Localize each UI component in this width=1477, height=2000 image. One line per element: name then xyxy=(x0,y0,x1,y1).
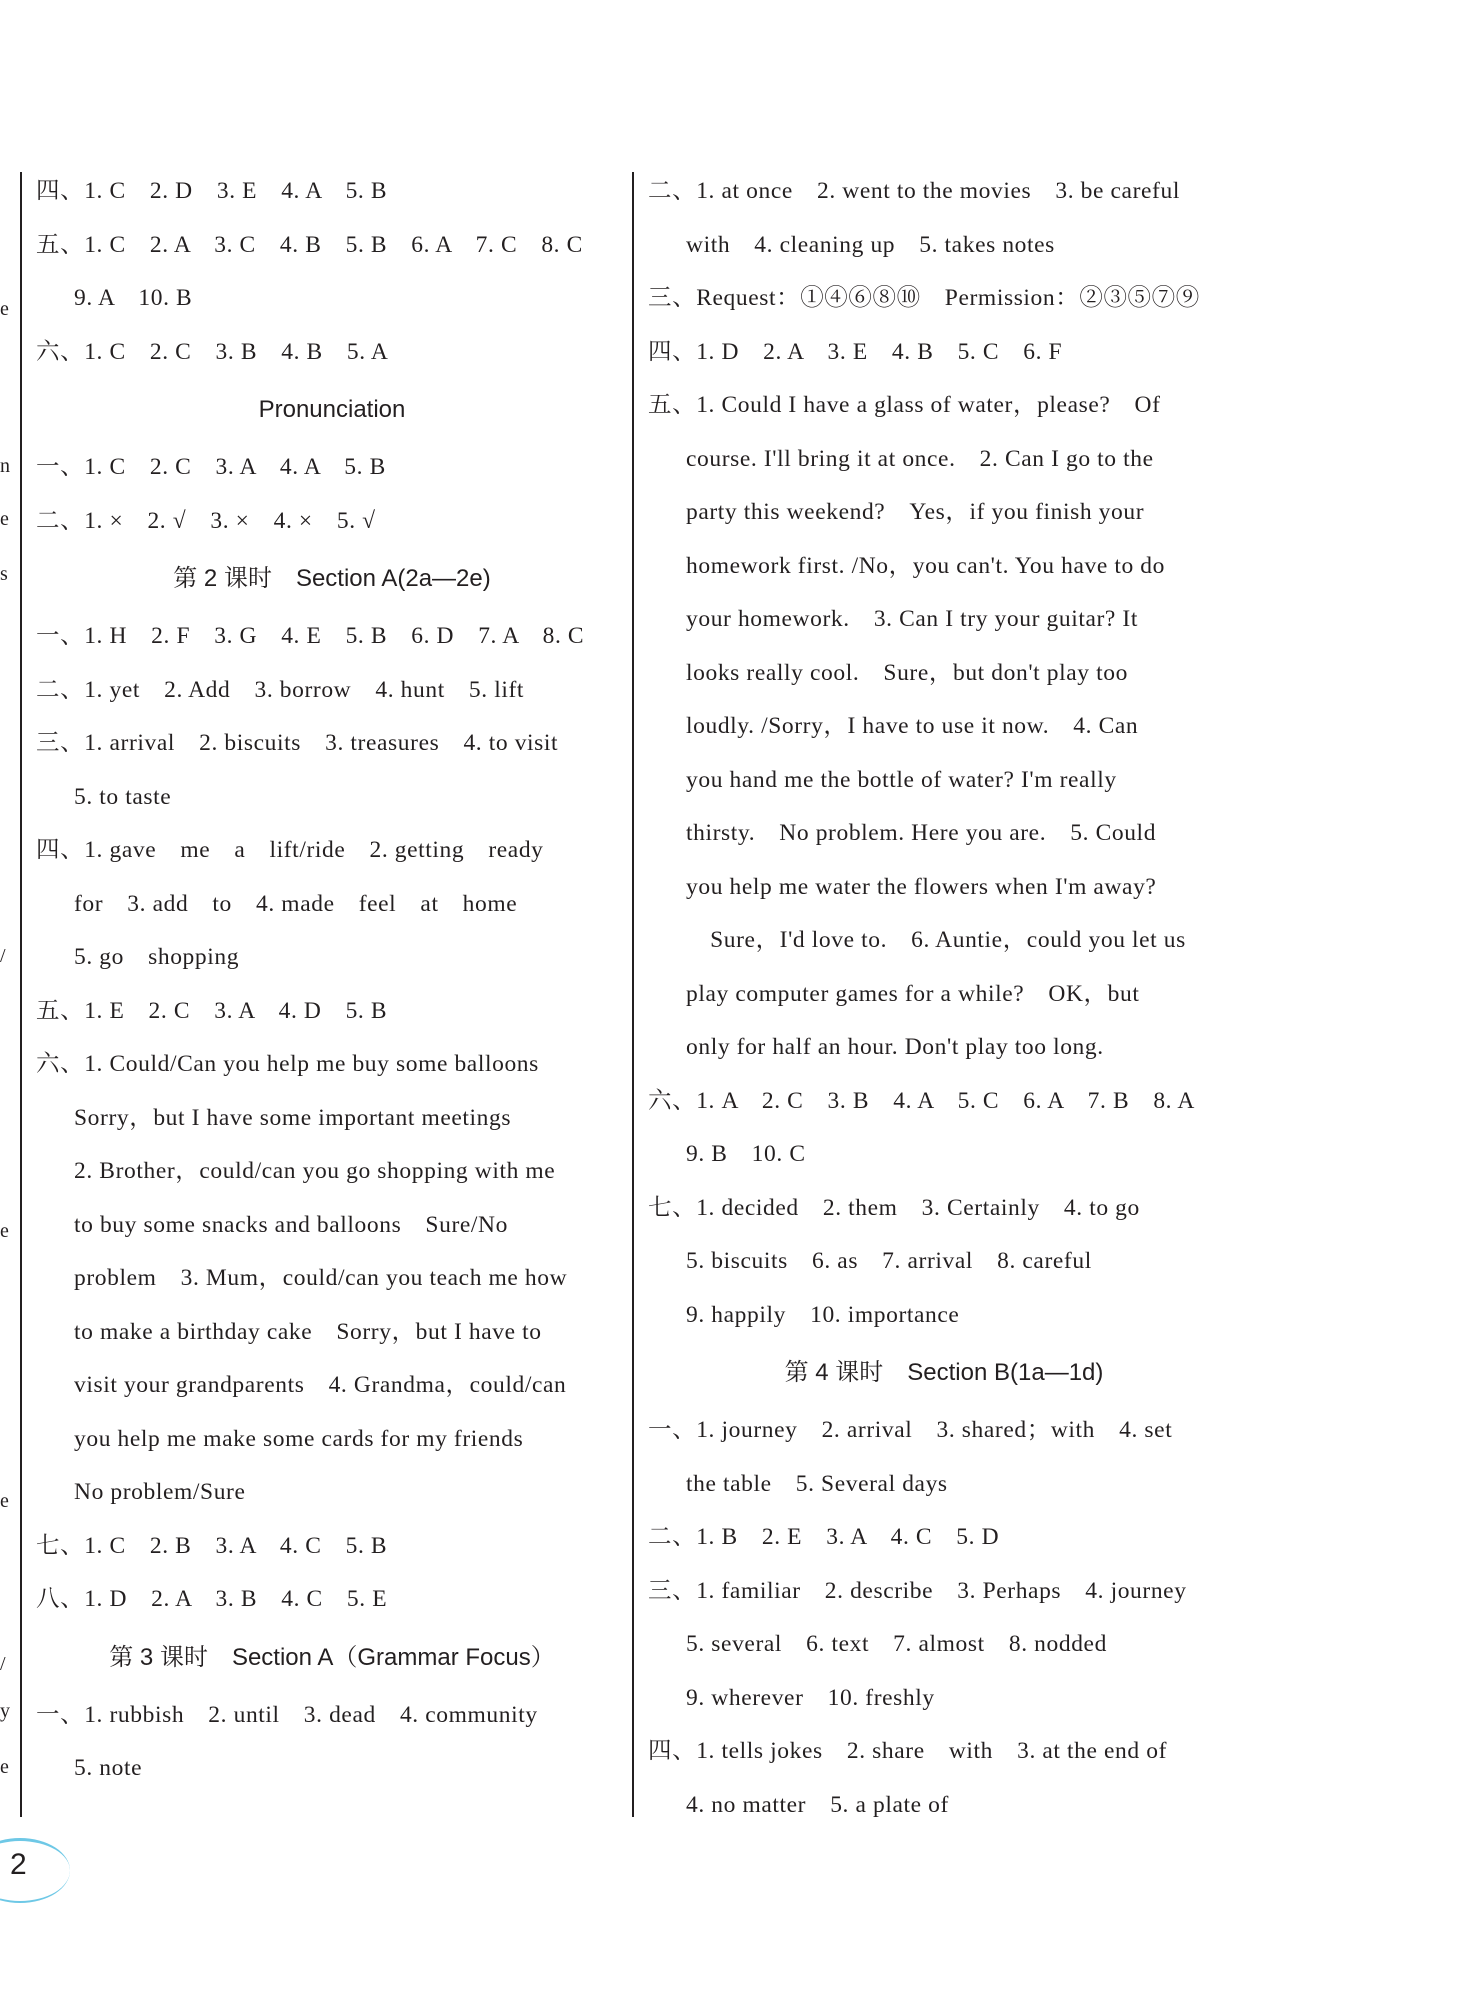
answer-line-continued: Sorry，but I have some important meetings xyxy=(74,1104,512,1131)
answer-line: 六、1. Could/Can you help me buy some balloons xyxy=(36,1051,539,1077)
answer-line: 八、1. D 2. A 3. B 4. C 5. E xyxy=(36,1586,388,1612)
answer-line-continued: 5. biscuits 6. as 7. arrival 8. careful xyxy=(686,1248,1092,1274)
left-column xyxy=(36,165,628,1796)
answer-line-continued: for 3. add to 4. made feel at home xyxy=(74,890,518,917)
answer-line-continued: to make a birthday cake Sorry，but I have to xyxy=(74,1318,542,1345)
answer-line-continued: play computer games for a while? OK，but xyxy=(686,980,1140,1007)
answer-line-continued: 9. B 10. C xyxy=(686,1141,806,1167)
edge-fragment: n xyxy=(0,455,10,477)
answer-line-continued: to buy some snacks and balloons Sure/No xyxy=(74,1211,508,1238)
answer-line: 四、1. tells jokes 2. share with 3. at the end of xyxy=(648,1738,1168,1764)
answer-line: 三、1. arrival 2. biscuits 3. treasures 4. to visit xyxy=(36,730,559,756)
section-heading: 第 3 课时 Section A（Grammar Focus） xyxy=(109,1643,555,1671)
answer-line: 六、1. A 2. C 3. B 4. A 5. C 6. A 7. B 8. A xyxy=(648,1087,1195,1114)
edge-fragment: / xyxy=(0,945,6,967)
edge-fragment: e xyxy=(0,1756,9,1778)
page-number: 2 xyxy=(10,1848,27,1881)
section-heading: Pronunciation xyxy=(258,396,406,423)
answer-line-continued: 9. A 10. B xyxy=(74,285,193,311)
answer-line: 七、1. C 2. B 3. A 4. C 5. B xyxy=(36,1532,388,1559)
answer-line-continued: 2. Brother，could/can you go shopping with me xyxy=(74,1158,556,1184)
edge-fragment: e xyxy=(0,1490,9,1512)
answer-line-continued: homework first. /No，you can't. You have to do xyxy=(686,552,1165,579)
answer-line-continued: your homework. 3. Can I try your guitar? It xyxy=(686,606,1138,632)
right-column xyxy=(648,165,1240,1832)
answer-line-continued: party this weekend? Yes，if you finish your xyxy=(686,499,1145,525)
edge-fragment: / xyxy=(0,1653,6,1675)
answer-line-continued: you help me make some cards for my friends xyxy=(74,1425,524,1452)
answer-line-continued: looks really cool. Sure，but don't play too xyxy=(686,659,1128,686)
answer-line: 六、1. C 2. C 3. B 4. B 5. A xyxy=(36,338,389,365)
answer-line-continued: with 4. cleaning up 5. takes notes xyxy=(686,231,1055,258)
answer-line: 一、1. C 2. C 3. A 4. A 5. B xyxy=(36,454,386,480)
answer-line-continued: Sure，I'd love to. 6. Auntie，could you let us xyxy=(686,927,1186,953)
answer-line-continued: 5. to taste xyxy=(74,783,172,810)
section-heading: 第 4 课时 Section B(1a—1d) xyxy=(784,1359,1104,1386)
edge-fragment: e xyxy=(0,1220,9,1242)
edge-fragment: e xyxy=(0,298,9,320)
answer-line-continued: problem 3. Mum，could/can you teach me how xyxy=(74,1265,568,1291)
answer-line: 一、1. rubbish 2. until 3. dead 4. community xyxy=(36,1701,538,1728)
answer-line: 二、1. × 2. √ 3. × 4. × 5. √ xyxy=(36,507,376,534)
answer-line: 四、1. D 2. A 3. E 4. B 5. C 6. F xyxy=(648,338,1063,365)
answer-line-continued: 9. wherever 10. freshly xyxy=(686,1684,935,1711)
answer-line: 四、1. C 2. D 3. E 4. A 5. B xyxy=(36,178,388,204)
answer-line-continued: loudly. /Sorry，I have to use it now. 4. Can xyxy=(686,713,1139,739)
answer-line-continued: you hand me the bottle of water? I'm really xyxy=(686,766,1117,793)
answer-line-continued: you help me water the flowers when I'm away? xyxy=(686,873,1157,900)
answer-line: 二、1. yet 2. Add 3. borrow 4. hunt 5. lift xyxy=(36,676,525,703)
answer-line-continued: thirsty. No problem. Here you are. 5. Could xyxy=(686,820,1157,846)
answer-line: 五、1. Could I have a glass of water，please? Of xyxy=(648,392,1161,418)
answer-line-continued: course. I'll bring it at once. 2. Can I go to the xyxy=(686,445,1154,472)
answer-line-continued: 4. no matter 5. a plate of xyxy=(686,1791,949,1818)
edge-fragment: s xyxy=(0,563,8,585)
column-divider xyxy=(632,172,634,1817)
edge-fragment: y xyxy=(0,1700,10,1722)
answer-line: 三、1. familiar 2. describe 3. Perhaps 4. journey xyxy=(648,1577,1187,1604)
answer-line: 二、1. at once 2. went to the movies 3. be careful xyxy=(648,178,1180,204)
answer-line: 一、1. journey 2. arrival 3. shared；with 4. set xyxy=(648,1417,1173,1443)
answer-line: 一、1. H 2. F 3. G 4. E 5. B 6. D 7. A 8. C xyxy=(36,623,585,649)
answer-line: 五、1. C 2. A 3. C 4. B 5. B 6. A 7. C 8. C xyxy=(36,231,583,258)
answer-line: 二、1. B 2. E 3. A 4. C 5. D xyxy=(648,1524,1000,1550)
answer-line: 三、Request：①④⑥⑧⑩ Permission：②③⑤⑦⑨ xyxy=(648,285,1200,311)
answer-line: 五、1. E 2. C 3. A 4. D 5. B xyxy=(36,997,388,1024)
section-heading: 第 2 课时 Section A(2a—2e) xyxy=(173,565,491,592)
answer-line: 四、1. gave me a lift/ride 2. getting ready xyxy=(36,837,544,863)
answer-line-continued: 5. go shopping xyxy=(74,944,240,970)
left-margin-rule xyxy=(20,172,22,1817)
answer-line-continued: 5. note xyxy=(74,1755,143,1781)
answer-line-continued: the table 5. Several days xyxy=(686,1470,948,1497)
answer-line-continued: only for half an hour. Don't play too long. xyxy=(686,1034,1104,1060)
answer-line-continued: 5. several 6. text 7. almost 8. nodded xyxy=(686,1631,1107,1657)
answer-line-continued: visit your grandparents 4. Grandma，could/can xyxy=(74,1372,567,1398)
answer-line: 七、1. decided 2. them 3. Certainly 4. to go xyxy=(648,1194,1140,1221)
answer-line-continued: 9. happily 10. importance xyxy=(686,1301,960,1328)
answer-line-continued: No problem/Sure xyxy=(74,1479,246,1505)
edge-fragment: e xyxy=(0,508,9,530)
